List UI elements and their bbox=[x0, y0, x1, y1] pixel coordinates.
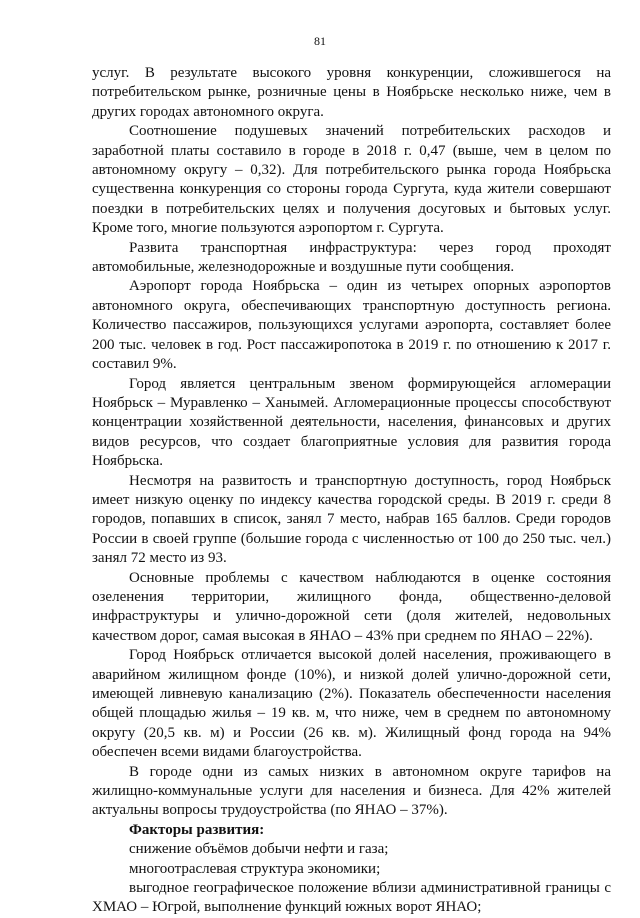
paragraph: Развита транспортная инфраструктура: через город проходят автомобильные, железнодорожные и воздушные пути сообщения. bbox=[92, 239, 611, 276]
paragraph: В городе одни из самых низких в автономном округе тарифов на жилищно-коммунальные услуги для населения и бизнеса. Для 42% жителей актуальны вопросы трудоустройства (по ЯНАО – 37%). bbox=[92, 763, 611, 819]
paragraph: Город является центральным звеном формирующейся агломерации Ноябрьск – Муравленко – Ханымей. Агломерационные процессы способствуют концентрации хозяйственной деятельности, населения, финансовых и других видов ресурсов, что создает благоприятные условия для развития города Ноябрьска. bbox=[92, 375, 611, 470]
paragraph: Несмотря на развитость и транспортную доступность, город Ноябрьск имеет низкую оценку по индексу качества городской среды. В 2019 г. среди 8 городов, попавших в список, занял 7 место, набрав 165 баллов. Среди городов России в своей группе (большие города с численностью от 100 до 250 тыс. чел.) занял 72 место из 93. bbox=[92, 472, 611, 567]
paragraph: Аэропорт города Ноябрьска – один из четырех опорных аэропортов автономного округа, обеспечивающих транспортную доступность региона. Количество пассажиров, пользующихся услугами аэропорта, составляет более 200 тыс. человек в год. Рост пассажиропотока в 2019 г. по отношению к 2017 г. составил 9%. bbox=[92, 278, 611, 373]
factor-item: выгодное географическое положение вблизи административной границы с ХМАО – Югрой, выполнение функций южных ворот ЯНАО; bbox=[92, 880, 611, 916]
paragraph: Основные проблемы с качеством наблюдаются в оценке состояния озеленения территории, жилищного фонда, общественно-деловой инфраструктуры и улично-дорожной сети (доля жителей, недовольных качеством дорог, самая высокая в ЯНАО – 43% при среднем по ЯНАО – 22%). bbox=[92, 569, 611, 644]
page-number: 81 bbox=[314, 34, 326, 48]
factor-item: снижение объёмов добычи нефти и газа; bbox=[129, 841, 389, 858]
factor-item: многоотраслевая структура экономики; bbox=[129, 860, 381, 877]
paragraph: Соотношение подушевых значений потребительских расходов и заработной платы составило в городе в 2018 г. 0,47 (выше, чем в целом по автономному округу – 0,32). Для потребительского рынка города Ноябрьска существенна конкуренция со стороны города Сургута, куда жители совершают поездки в потребительских целях и получения досуговых и бытовых услуг. Кроме того, многие пользуются аэропортом г. Сургута. bbox=[92, 123, 611, 237]
paragraph: услуг. В результате высокого уровня конкуренции, сложившегося на потребительском рынке, розничные цены в Ноябрьске несколько ниже, чем в других городах автономного округа. bbox=[92, 65, 611, 120]
paragraph: Город Ноябрьск отличается высокой долей населения, проживающего в аварийном жилищном фонде (10%), и низкой долей улично-дорожной сети, имеющей ливневую канализацию (2%). Показатель обеспеченности населения общей площадью жилья – 19 кв. м, что ниже, чем в среднем по автономному округу (20,5 кв. м) и России (26 кв. м). Жилищный фонд города на 94% обеспечен всеми видами благоустройства. bbox=[92, 647, 611, 761]
factors-heading: Факторы развития: bbox=[129, 821, 265, 838]
document-body bbox=[92, 64, 611, 918]
